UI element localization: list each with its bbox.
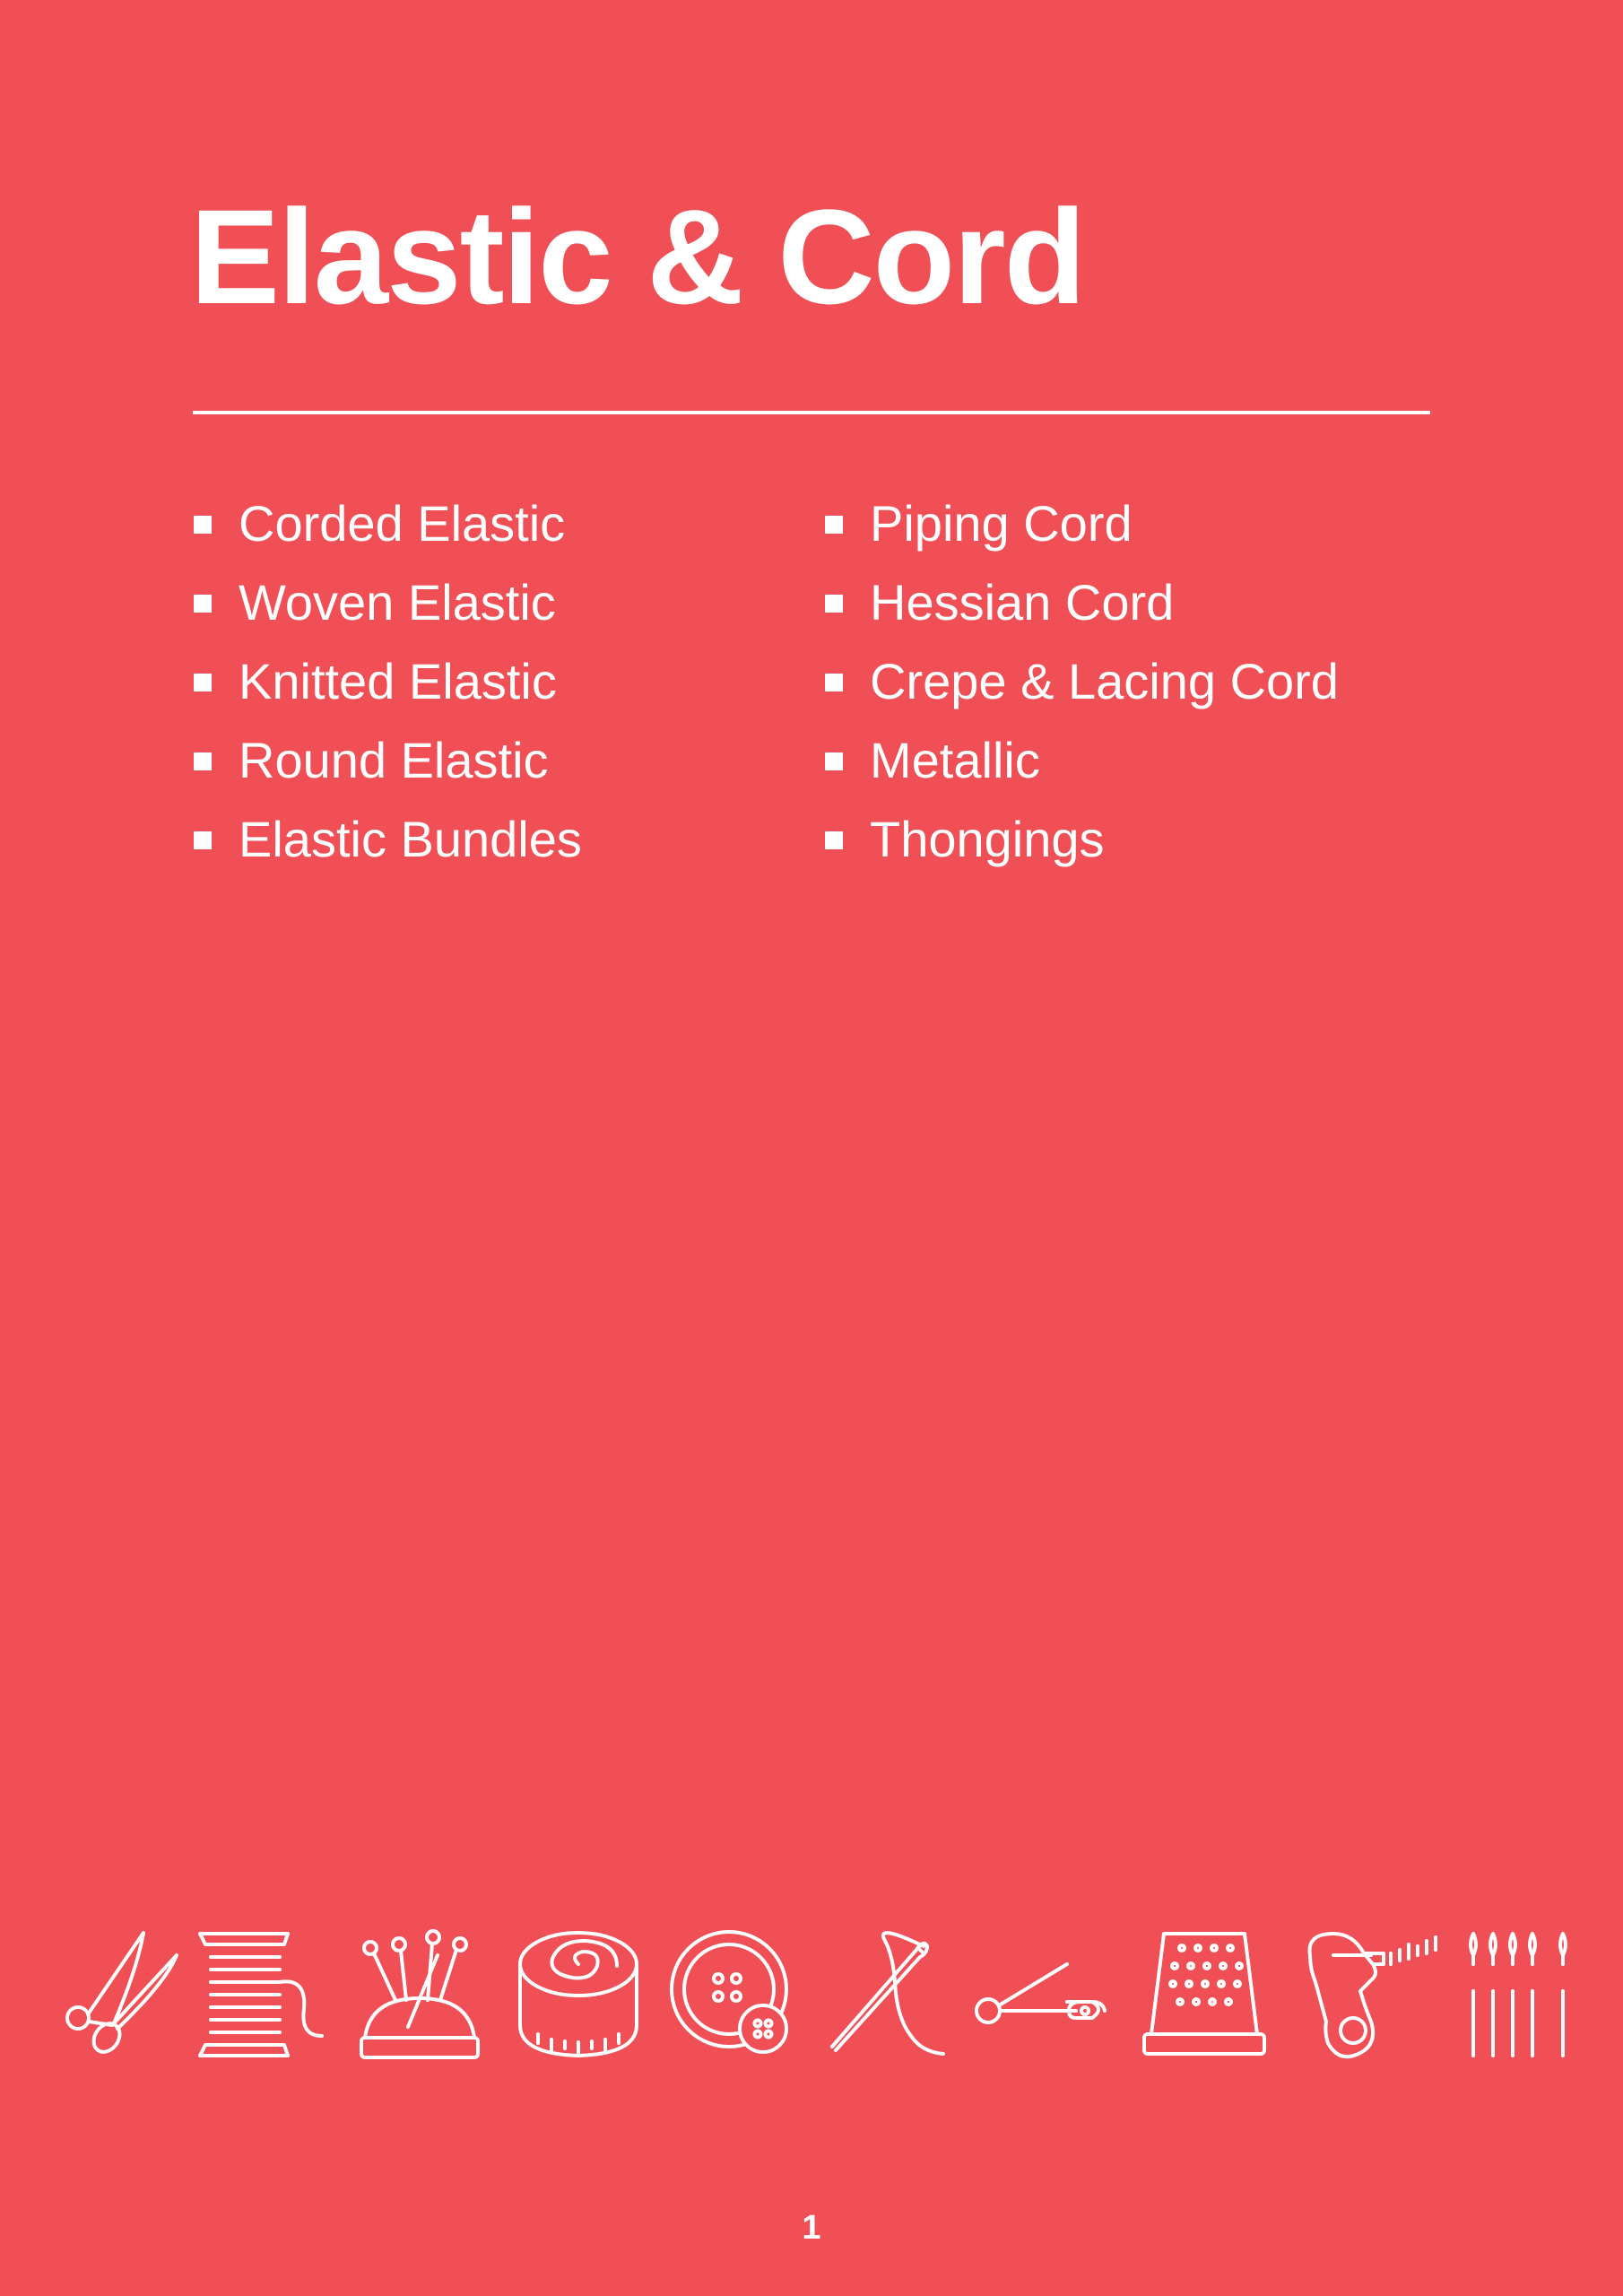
sewing-icon-row [54,1928,1578,2063]
list-item [194,642,582,721]
list-item-label: Round Elastic [239,732,549,788]
square-bullet-icon [194,516,212,534]
square-bullet-icon [194,595,212,613]
pins-icon [1464,1928,1572,2063]
square-bullet-icon [194,752,212,770]
square-bullet-icon [194,831,212,849]
title-divider [193,411,1430,414]
list-item [194,563,582,642]
list-item-label: Metallic [870,732,1040,788]
page-title: Elastic & Cord [190,181,1085,332]
needle-thread-icon [823,1928,958,2063]
list-item-label: Elastic Bundles [239,811,582,867]
list-item [194,800,582,879]
buttons-icon [668,1928,803,2063]
list-item [825,800,1339,879]
list-item-label: Corded Elastic [239,495,566,552]
list-item-label: Piping Cord [870,495,1133,552]
pin-cushion-icon [352,1928,487,2063]
right-item-list [825,484,1339,879]
list-item-label: Crepe & Lacing Cord [870,653,1339,709]
thread-spool-icon [195,1928,329,2063]
square-bullet-icon [825,516,843,534]
tape-measure-icon [1298,1928,1441,2063]
square-bullet-icon [825,595,843,613]
left-item-list [194,484,582,879]
thimble-icon [1139,1928,1273,2063]
tape-roll-icon [511,1928,646,2063]
list-item [825,563,1339,642]
list-item-label: Woven Elastic [239,574,556,631]
list-item-label: Knitted Elastic [239,653,557,709]
safety-pin-icon [968,1928,1112,2063]
square-bullet-icon [194,674,212,691]
square-bullet-icon [825,831,843,849]
list-item-label: Thongings [870,811,1105,867]
page-number: 1 [802,2209,821,2247]
square-bullet-icon [825,752,843,770]
scissors-icon [58,1928,184,2063]
list-item [825,484,1339,563]
list-item [825,642,1339,721]
square-bullet-icon [825,674,843,691]
list-item [194,484,582,563]
list-item-label: Hessian Cord [870,574,1175,631]
list-item [825,721,1339,800]
list-item [194,721,582,800]
